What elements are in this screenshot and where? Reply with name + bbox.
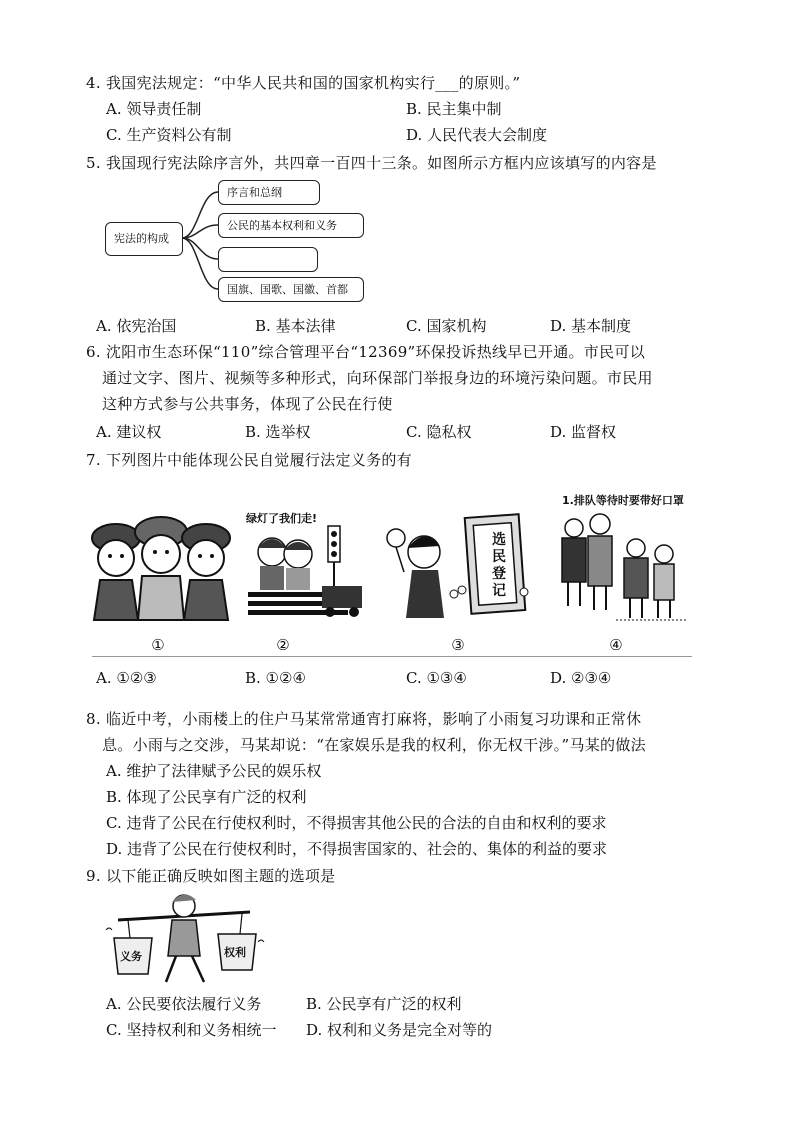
q6-option-b: B. 选举权	[245, 423, 311, 441]
diagram-root: 宪法的构成	[105, 222, 183, 256]
basket-obligation-label: 义务	[120, 950, 142, 963]
queue-masks-icon	[556, 492, 696, 624]
q5-option-a: A. 依宪治国	[96, 317, 177, 335]
q6-stem-line-2: 通过文字、图片、视频等多种形式，向环保部门举报身边的环境污染问题。市民用	[102, 369, 653, 387]
diagram-branch-2: 公民的基本权利和义务	[218, 213, 364, 238]
picture-4-label: ④	[609, 636, 623, 654]
q7-option-d: D. ②③④	[550, 669, 612, 687]
basket-right-label: 权利	[224, 946, 246, 959]
q9-option-a: A. 公民要依法履行义务	[106, 995, 262, 1013]
crosswalk-children-icon	[240, 508, 370, 624]
q8-option-d: D. 违背了公民在行使权利时，不得损害国家的、社会的、集体的利益的要求	[106, 840, 608, 858]
carrying-pole-drawing	[100, 890, 270, 990]
crosswalk-caption: 绿灯了我们走!	[246, 512, 318, 525]
q7-option-b: B. ①②④	[245, 669, 306, 687]
q7-option-a: A. ①②③	[96, 669, 157, 687]
q9-stem: 9. 以下能正确反映如图主题的选项是	[86, 867, 336, 885]
q9-option-b: B. 公民享有广泛的权利	[306, 995, 462, 1013]
q4-option-a: A. 领导责任制	[106, 100, 202, 118]
voter-drawing	[384, 508, 534, 624]
q6-stem-line-1: 6. 沈阳市生态环保“110”综合管理平台“12369”环保投诉热线早已开通。市民可以	[86, 343, 646, 361]
q9-option-d: D. 权利和义务是完全对等的	[306, 1021, 493, 1039]
q5-stem: 5. 我国现行宪法除序言外，共四章一百四十三条。如图所示方框内应该填写的内容是	[86, 154, 657, 172]
q5-option-d: D. 基本制度	[550, 317, 632, 335]
q8-stem-line-1: 8. 临近中考，小雨楼上的住户马某常常通宵打麻将，影响了小雨复习功课和正常休	[86, 710, 642, 728]
q6-option-a: A. 建议权	[96, 423, 162, 441]
q9-option-c: C. 坚持权利和义务相统一	[106, 1021, 277, 1039]
q8-stem-line-2: 息。小雨与之交涉，马某却说：“在家娱乐是我的权利，你无权干涉。”马某的做法	[102, 736, 646, 754]
q5-option-b: B. 基本法律	[255, 317, 336, 335]
q4-option-d: D. 人民代表大会制度	[406, 126, 548, 144]
q8-option-b: B. 体现了公民享有广泛的权利	[106, 788, 307, 806]
picture-3-label: ③	[451, 636, 465, 654]
q7-option-c: C. ①③④	[406, 669, 467, 687]
q8-option-c: C. 违背了公民在行使权利时，不得损害其他公民的合法的自由和权利的要求	[106, 814, 607, 832]
q6-option-c: C. 隐私权	[406, 423, 472, 441]
q4-stem: 4. 我国宪法规定：“中华人民共和国的国家机构实行___的原则。”	[86, 74, 521, 92]
diagram-branch-1: 序言和总纲	[218, 180, 320, 205]
picture-1-label: ①	[151, 636, 165, 654]
diagram-branch-blank	[218, 247, 318, 272]
carrying-pole-icon	[100, 890, 270, 990]
soldiers-icon	[86, 510, 236, 622]
queue-drawing	[556, 510, 696, 626]
q7-stem: 7. 下列图片中能体现公民自觉履行法定义务的有	[86, 451, 412, 469]
picture-baseline	[92, 656, 692, 657]
q4-option-c: C. 生产资料公有制	[106, 126, 232, 144]
q8-option-a: A. 维护了法律赋予公民的娱乐权	[106, 762, 322, 780]
diagram-branch-4: 国旗、国歌、国徽、首都	[218, 277, 364, 302]
q6-stem-line-3: 这种方式参与公共事务，体现了公民在行使	[102, 395, 393, 413]
q5-option-c: C. 国家机构	[406, 317, 487, 335]
picture-2-label: ②	[276, 636, 290, 654]
voter-registration-icon	[384, 508, 534, 624]
voter-sign-text: 选民登记	[492, 532, 506, 599]
q4-option-b: B. 民主集中制	[406, 100, 502, 118]
q6-option-d: D. 监督权	[550, 423, 617, 441]
queue-caption: 1.排队等待时要带好口罩	[562, 494, 684, 507]
